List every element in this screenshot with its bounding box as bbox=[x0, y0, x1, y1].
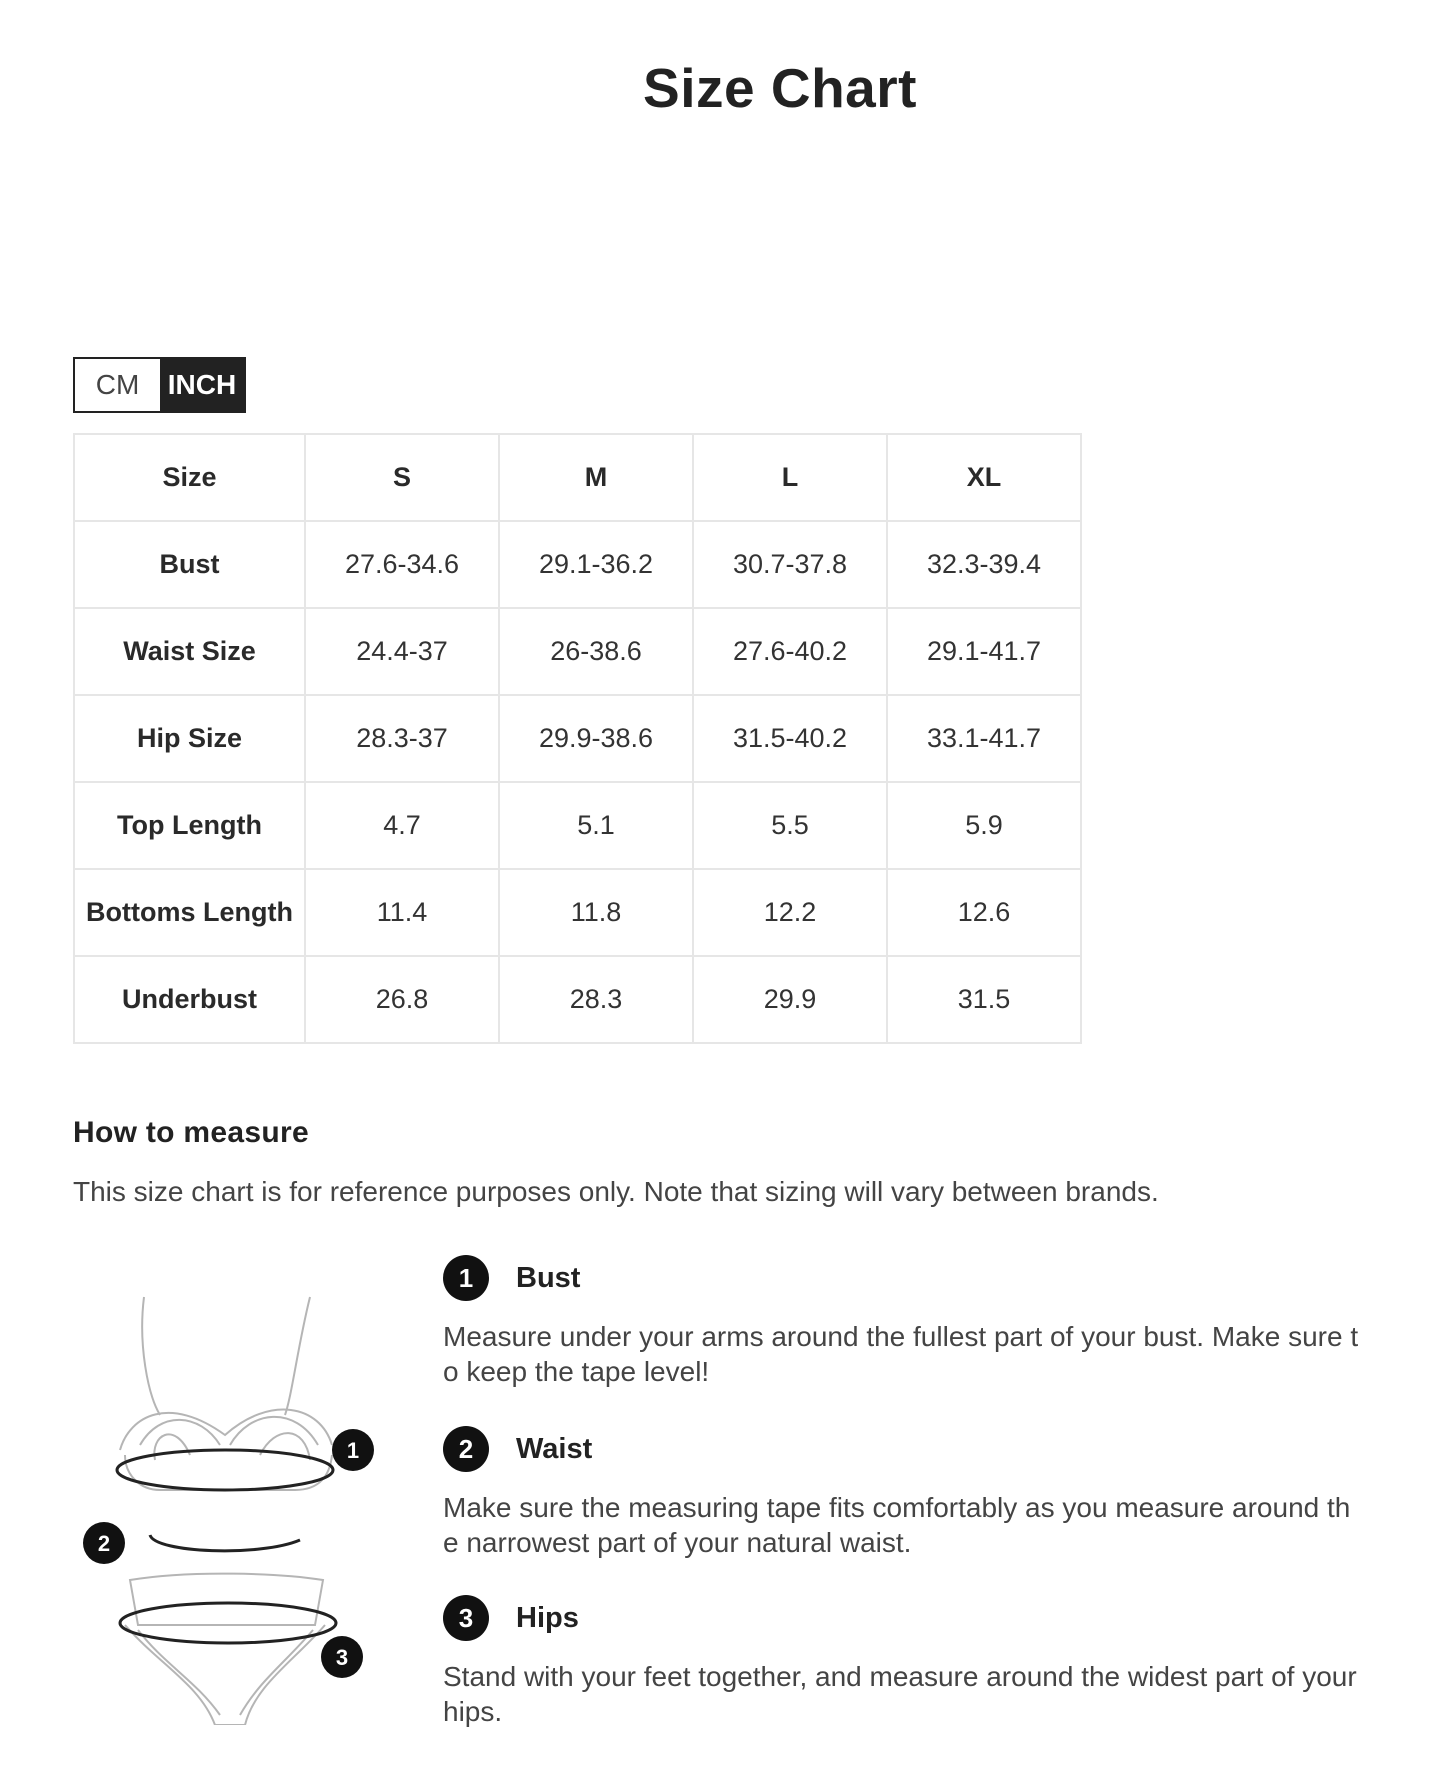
bikini-measurement-illustration bbox=[80, 1285, 380, 1725]
table-header-cell: S bbox=[305, 434, 499, 521]
table-cell: 30.7-37.8 bbox=[693, 521, 887, 608]
bottoms-outline bbox=[125, 1574, 325, 1725]
waist-measuring-tape bbox=[150, 1535, 300, 1551]
step-title: Bust bbox=[516, 1261, 581, 1294]
table-cell: 5.1 bbox=[499, 782, 693, 869]
step-number-badge: 1 bbox=[443, 1255, 489, 1301]
step-title: Waist bbox=[516, 1432, 593, 1465]
table-cell: 31.5 bbox=[887, 956, 1081, 1043]
step-number-badge: 2 bbox=[443, 1426, 489, 1472]
table-cell: 28.3-37 bbox=[305, 695, 499, 782]
row-label: Bottoms Length bbox=[74, 869, 305, 956]
table-row bbox=[74, 695, 1081, 782]
unit-toggle bbox=[73, 357, 246, 413]
table-cell: 29.1-41.7 bbox=[887, 608, 1081, 695]
row-label: Waist Size bbox=[74, 608, 305, 695]
step-description: Measure under your arms around the fullest part of your bust. Make sure to keep the tape level! bbox=[443, 1321, 1359, 1387]
table-header-cell: M bbox=[499, 434, 693, 521]
marker-1-label: 1 bbox=[346, 1438, 360, 1463]
table-cell: 12.6 bbox=[887, 869, 1081, 956]
step-title: Hips bbox=[516, 1601, 579, 1634]
table-header-cell: L bbox=[693, 434, 887, 521]
unit-cm-button[interactable]: CM bbox=[75, 359, 160, 411]
unit-inch-button[interactable]: INCH bbox=[160, 359, 244, 411]
table-row bbox=[74, 956, 1081, 1043]
table-cell: 32.3-39.4 bbox=[887, 521, 1081, 608]
table-cell: 5.5 bbox=[693, 782, 887, 869]
table-header-cell: XL bbox=[887, 434, 1081, 521]
table-header-row bbox=[74, 434, 1081, 521]
table-cell: 12.2 bbox=[693, 869, 887, 956]
table-row bbox=[74, 608, 1081, 695]
step-hips bbox=[443, 1593, 1363, 1729]
marker-1 bbox=[332, 1429, 374, 1471]
table-cell: 5.9 bbox=[887, 782, 1081, 869]
page-title: Size Chart bbox=[643, 57, 917, 119]
table-cell: 31.5-40.2 bbox=[693, 695, 887, 782]
row-label: Top Length bbox=[74, 782, 305, 869]
step-bust bbox=[443, 1253, 1363, 1389]
table-cell: 26-38.6 bbox=[499, 608, 693, 695]
step-description: Stand with your feet together, and measure around the widest part of your hips. bbox=[443, 1661, 1357, 1727]
row-label: Underbust bbox=[74, 956, 305, 1043]
row-label: Bust bbox=[74, 521, 305, 608]
marker-2 bbox=[83, 1522, 125, 1564]
step-waist bbox=[443, 1424, 1363, 1560]
how-to-measure-heading: How to measure bbox=[73, 1116, 309, 1149]
row-label: Hip Size bbox=[74, 695, 305, 782]
bra-outline bbox=[120, 1297, 332, 1490]
size-table bbox=[73, 433, 1082, 1044]
step-description: Make sure the measuring tape fits comfortably as you measure around the narrowest part of your natural waist. bbox=[443, 1492, 1351, 1558]
step-number-badge: 3 bbox=[443, 1595, 489, 1641]
table-header-cell: Size bbox=[74, 434, 305, 521]
reference-note: This size chart is for reference purposes only. Note that sizing will vary between brands. bbox=[73, 1176, 1159, 1207]
table-cell: 29.9-38.6 bbox=[499, 695, 693, 782]
table-cell: 11.8 bbox=[499, 869, 693, 956]
table-cell: 27.6-34.6 bbox=[305, 521, 499, 608]
table-cell: 29.9 bbox=[693, 956, 887, 1043]
table-cell: 24.4-37 bbox=[305, 608, 499, 695]
marker-3 bbox=[321, 1636, 363, 1678]
hips-measuring-tape bbox=[120, 1603, 336, 1643]
bust-measuring-tape bbox=[117, 1450, 333, 1490]
table-cell: 33.1-41.7 bbox=[887, 695, 1081, 782]
table-cell: 4.7 bbox=[305, 782, 499, 869]
table-cell: 29.1-36.2 bbox=[499, 521, 693, 608]
table-cell: 28.3 bbox=[499, 956, 693, 1043]
table-row bbox=[74, 782, 1081, 869]
marker-2-label: 2 bbox=[97, 1531, 111, 1556]
table-cell: 27.6-40.2 bbox=[693, 608, 887, 695]
table-cell: 26.8 bbox=[305, 956, 499, 1043]
table-row bbox=[74, 869, 1081, 956]
table-cell: 11.4 bbox=[305, 869, 499, 956]
table-row bbox=[74, 521, 1081, 608]
marker-3-label: 3 bbox=[335, 1645, 349, 1670]
